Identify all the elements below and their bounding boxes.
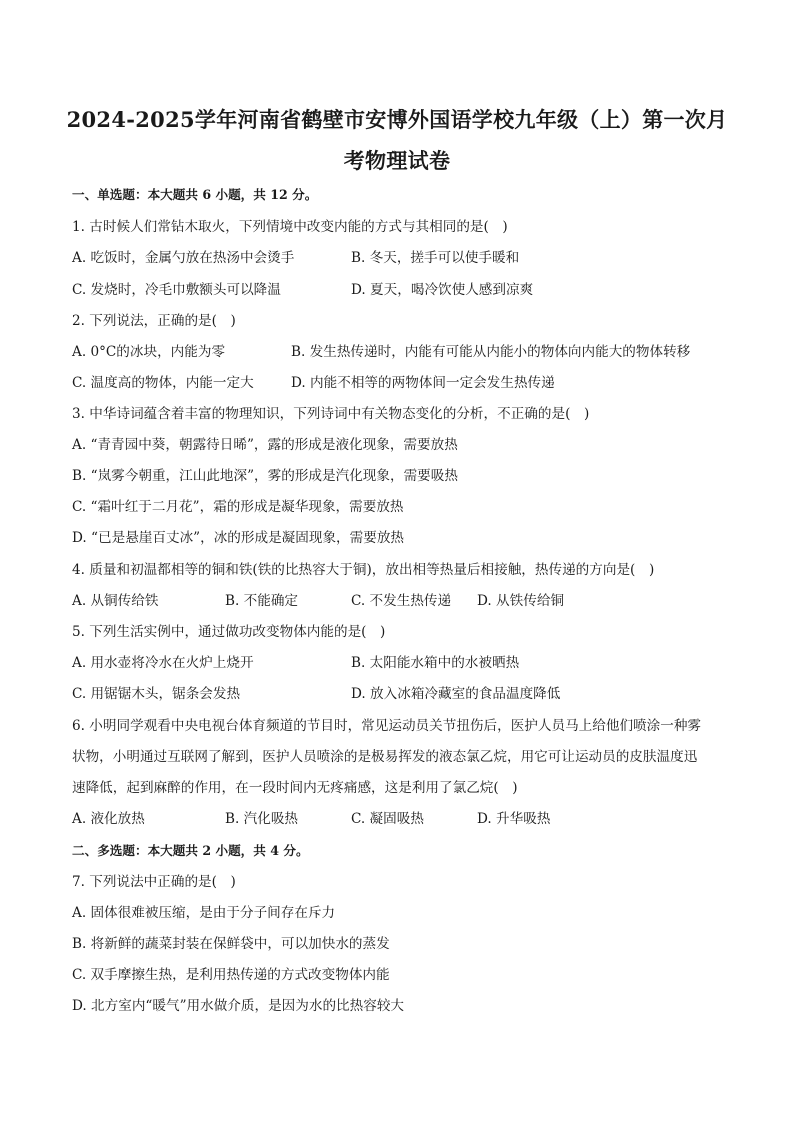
question-2-option-c: C. 温度高的物体，内能一定大 <box>72 375 254 391</box>
question-5-stem: 5. 下列生活实例中，通过做功改变物体内能的是( ) <box>72 624 386 640</box>
question-4-option-b: B. 不能确定 <box>225 593 299 609</box>
question-2-option-d: D. 内能不相等的两物体间一定会发生热传递 <box>291 375 555 391</box>
question-1-option-b: B. 冬天，搓手可以使手暖和 <box>351 250 520 266</box>
question-2-option-b: B. 发生热传递时，内能有可能从内能小的物体向内能大的物体转移 <box>291 344 691 360</box>
question-4-option-a: A. 从铜传给铁 <box>72 593 159 609</box>
question-4-stem: 4. 质量和初温都相等的铜和铁(铁的比热容大于铜)，放出相等热量后相接触，热传递的方向是( ) <box>72 562 655 578</box>
question-1-option-d: D. 夏天，喝冷饮使人感到凉爽 <box>351 282 534 298</box>
question-3-option-b: B. “岚雾今朝重，江山此地深”，雾的形成是汽化现象，需要吸热 <box>72 468 458 484</box>
question-4-option-c: C. 不发生热传递 <box>351 593 452 609</box>
question-5-option-d: D. 放入冰箱冷藏室的食品温度降低 <box>351 686 561 702</box>
question-5-option-b: B. 太阳能水箱中的水被晒热 <box>351 655 520 671</box>
question-7-option-a: A. 固体很难被压缩，是由于分子间存在斥力 <box>72 905 336 921</box>
question-5-option-c: C. 用锯锯木头，锯条会发热 <box>72 686 241 702</box>
question-4-option-d: D. 从铁传给铜 <box>477 593 565 609</box>
exam-title-line-2: 考物理试卷 <box>343 148 451 173</box>
section-heading-single-choice: 一、单选题：本大题共 6 小题，共 12 分。 <box>72 187 318 202</box>
question-6-option-b: B. 汽化吸热 <box>225 811 299 827</box>
question-6-stem-line-1: 6. 小明同学观看中央电视台体育频道的节目时，常见运动员关节扭伤后，医护人员马上给他们喷涂一种雾 <box>72 718 702 734</box>
exam-title-line-1: 2024-2025学年河南省鹤壁市安博外国语学校九年级（上）第一次月 <box>66 107 728 132</box>
question-1-stem: 1. 古时候人们常钻木取火，下列情境中改变内能的方式与其相同的是( ) <box>72 219 508 235</box>
question-6-stem-line-2: 状物，小明通过互联网了解到，医护人员喷涂的是极易挥发的液态氯乙烷，用它可让运动员的皮肤温度迅 <box>72 749 698 765</box>
question-3-stem: 3. 中华诗词蕴含着丰富的物理知识，下列诗词中有关物态变化的分析，不正确的是( ) <box>72 406 590 422</box>
question-7-stem: 7. 下列说法中正确的是( ) <box>72 874 236 890</box>
question-7-option-b: B. 将新鲜的蔬菜封装在保鲜袋中，可以加快水的蒸发 <box>72 936 390 952</box>
question-3-option-a: A. “青青园中葵，朝露待日晞”，露的形成是液化现象，需要放热 <box>72 437 458 453</box>
question-1-option-c: C. 发烧时，冷毛巾敷额头可以降温 <box>72 282 281 298</box>
question-6-option-d: D. 升华吸热 <box>477 811 551 827</box>
question-3-option-c: C. “霜叶红于二月花”，霜的形成是凝华现象，需要放热 <box>72 499 404 515</box>
question-6-option-a: A. 液化放热 <box>72 811 145 827</box>
question-2-stem: 2. 下列说法，正确的是( ) <box>72 313 236 329</box>
question-6-stem-line-3: 速降低，起到麻醉的作用，在一段时间内无疼痛感，这是利用了氯乙烷( ) <box>72 780 518 796</box>
question-6-option-c: C. 凝固吸热 <box>351 811 424 827</box>
question-3-option-d: D. “已是悬崖百丈冰”，冰的形成是凝固现象，需要放热 <box>72 530 405 546</box>
question-2-option-a: A. 0°C的冰块，内能为零 <box>72 344 226 360</box>
question-5-option-a: A. 用水壶将冷水在火炉上烧开 <box>72 655 254 671</box>
section-heading-multiple-choice: 二、多选题：本大题共 2 小题，共 4 分。 <box>72 843 309 858</box>
question-1-option-a: A. 吃饭时，金属勺放在热汤中会烫手 <box>72 250 295 266</box>
question-7-option-c: C. 双手摩擦生热，是利用热传递的方式改变物体内能 <box>72 967 390 983</box>
question-7-option-d: D. 北方室内“暖气”用水做介质，是因为水的比热容较大 <box>72 998 405 1014</box>
